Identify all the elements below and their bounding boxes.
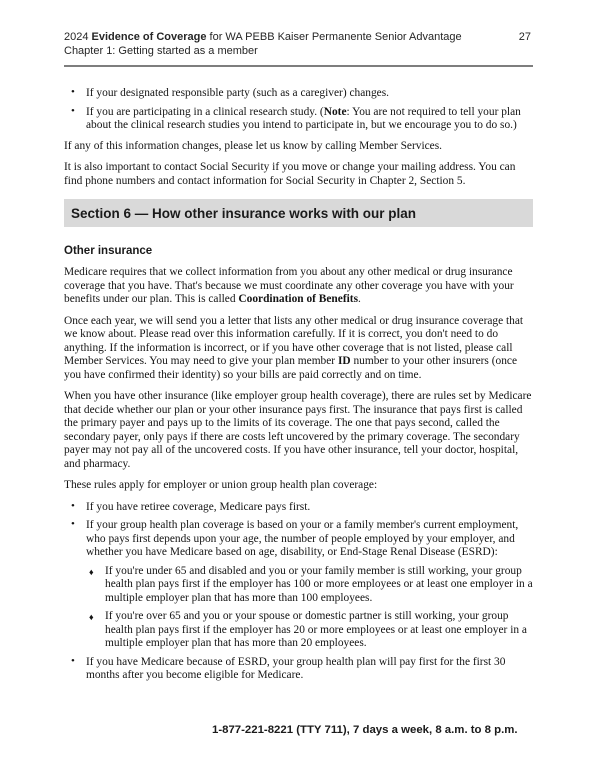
header-rule bbox=[64, 65, 533, 67]
sub-list-item-text: If you're over 65 and you or your spouse or domestic partner is still working, your group health plan pays first if the employer has 20 or more employees or at least one employer in a multiple employer plan that has more than 20 employees. bbox=[105, 610, 527, 649]
section-heading: Section 6 — How other insurance works with our plan bbox=[64, 199, 533, 227]
list-item-text: : You are not required to tell your plan about the clinical research studies you intend to participate in, but we encourage you to do so.) bbox=[86, 105, 521, 131]
diamond-bullet-icon: ♦ bbox=[89, 612, 94, 622]
subsection-heading: Other insurance bbox=[64, 245, 153, 257]
page-footer: 1-877-221-8221 (TTY 711), 7 days a week, 8 a.m. to 8 p.m. bbox=[212, 724, 518, 736]
sub-list-item-text: If you're under 65 and disabled and you or your family member is still working, your group health plan pays first if the employer has 100 or more employees or at least one employer in a multiple employer plan that has more than 100 employees. bbox=[105, 564, 533, 604]
paragraph-text-bold: Coordination of Benefits bbox=[238, 293, 359, 305]
sub-list-item bbox=[64, 565, 533, 606]
paragraph-medicare-requires bbox=[64, 266, 533, 307]
page-header bbox=[64, 30, 533, 67]
bullet-icon: • bbox=[71, 86, 75, 98]
bullet-icon: • bbox=[71, 104, 75, 117]
paragraph-text: number to your other insurers (once you have confirmed their identity) so your bills are paid correctly and on time. bbox=[64, 355, 518, 381]
page-number: 27 bbox=[518, 31, 531, 43]
list-item bbox=[64, 87, 533, 101]
paragraph-payer-rules: When you have other insurance (like employer group health coverage), there are rules set by Medicare that decide whether our plan or your other insurance pays first. The insurance that pays first is called the primary payer and pays up to the limits of its coverage. The one that pays second, called the secondary payer, only pays if there are costs left uncovered by the primary coverage. The secondary payer may not pay all of the uncovered costs. If you have other insurance, tell your doctor, hospital, and pharmacy. bbox=[64, 390, 532, 470]
paragraph-rules-apply: These rules apply for employer or union group health plan coverage: bbox=[64, 479, 378, 491]
header-title-year: 2024 bbox=[64, 31, 92, 43]
bullet-icon: • bbox=[71, 654, 75, 667]
paragraph-text: . bbox=[358, 293, 361, 305]
list-item bbox=[64, 106, 533, 133]
list-item-text: If your designated responsible party (such as a caregiver) changes. bbox=[86, 87, 389, 99]
bullet-icon: • bbox=[71, 499, 75, 512]
diamond-bullet-icon: ♦ bbox=[89, 566, 94, 577]
list-item-text: If you have retiree coverage, Medicare pays first. bbox=[86, 500, 311, 513]
document-body bbox=[64, 87, 533, 683]
header-chapter: Chapter 1: Getting started as a member bbox=[64, 45, 258, 57]
list-item-text: If your group health plan coverage is based on your or a family member's current employment, who pays first depends upon your age, the number of people employed by your employer, and whether you have Medicare based on age, disability, or End-Stage Renal Disease (ESRD): bbox=[86, 519, 519, 558]
paragraph-text: Medicare requires that we collect information from you about any other medical or drug insurance coverage that you have. That's because we must coordinate any other coverage you have with your benefits under our plan. This is called bbox=[64, 266, 514, 305]
list-item-text: If you have Medicare because of ESRD, your group health plan will pay first for the first 30 months after you become eligible for Medicare. bbox=[86, 655, 506, 681]
list-item-text-bold: Note bbox=[323, 105, 347, 118]
list-item bbox=[64, 656, 533, 683]
paragraph-text-bold: ID bbox=[337, 355, 351, 367]
paragraph-text: Once each year, we will send you a letter that lists any other medical or drug insurance coverage that we know about. Please read over this information carefully. If it is correct, you don't need to do anything. If the information is incorrect, or if you have other coverage that is not listed, please call Member Services. You may need to give your plan member bbox=[64, 314, 524, 367]
paragraph-social-security: It is also important to contact Social Security if you move or change your mailing address. You can find phone numbers and contact information for Social Security in Chapter 2, Section 5. bbox=[64, 161, 516, 187]
paragraph-member-services: If any of this information changes, please let us know by calling Member Services. bbox=[64, 139, 443, 152]
header-title-bold: Evidence of Coverage bbox=[91, 31, 207, 43]
bullet-icon: • bbox=[71, 518, 75, 530]
header-title bbox=[64, 30, 462, 44]
sub-list-item bbox=[64, 610, 533, 651]
header-row bbox=[64, 30, 533, 44]
paragraph-annual-letter bbox=[64, 315, 533, 383]
list-item bbox=[64, 501, 533, 515]
header-title-plan: for WA PEBB Kaiser Permanente Senior Advantage bbox=[206, 31, 462, 43]
list-item-text: If you are participating in a clinical research study. ( bbox=[86, 105, 324, 118]
list-item bbox=[64, 519, 533, 560]
